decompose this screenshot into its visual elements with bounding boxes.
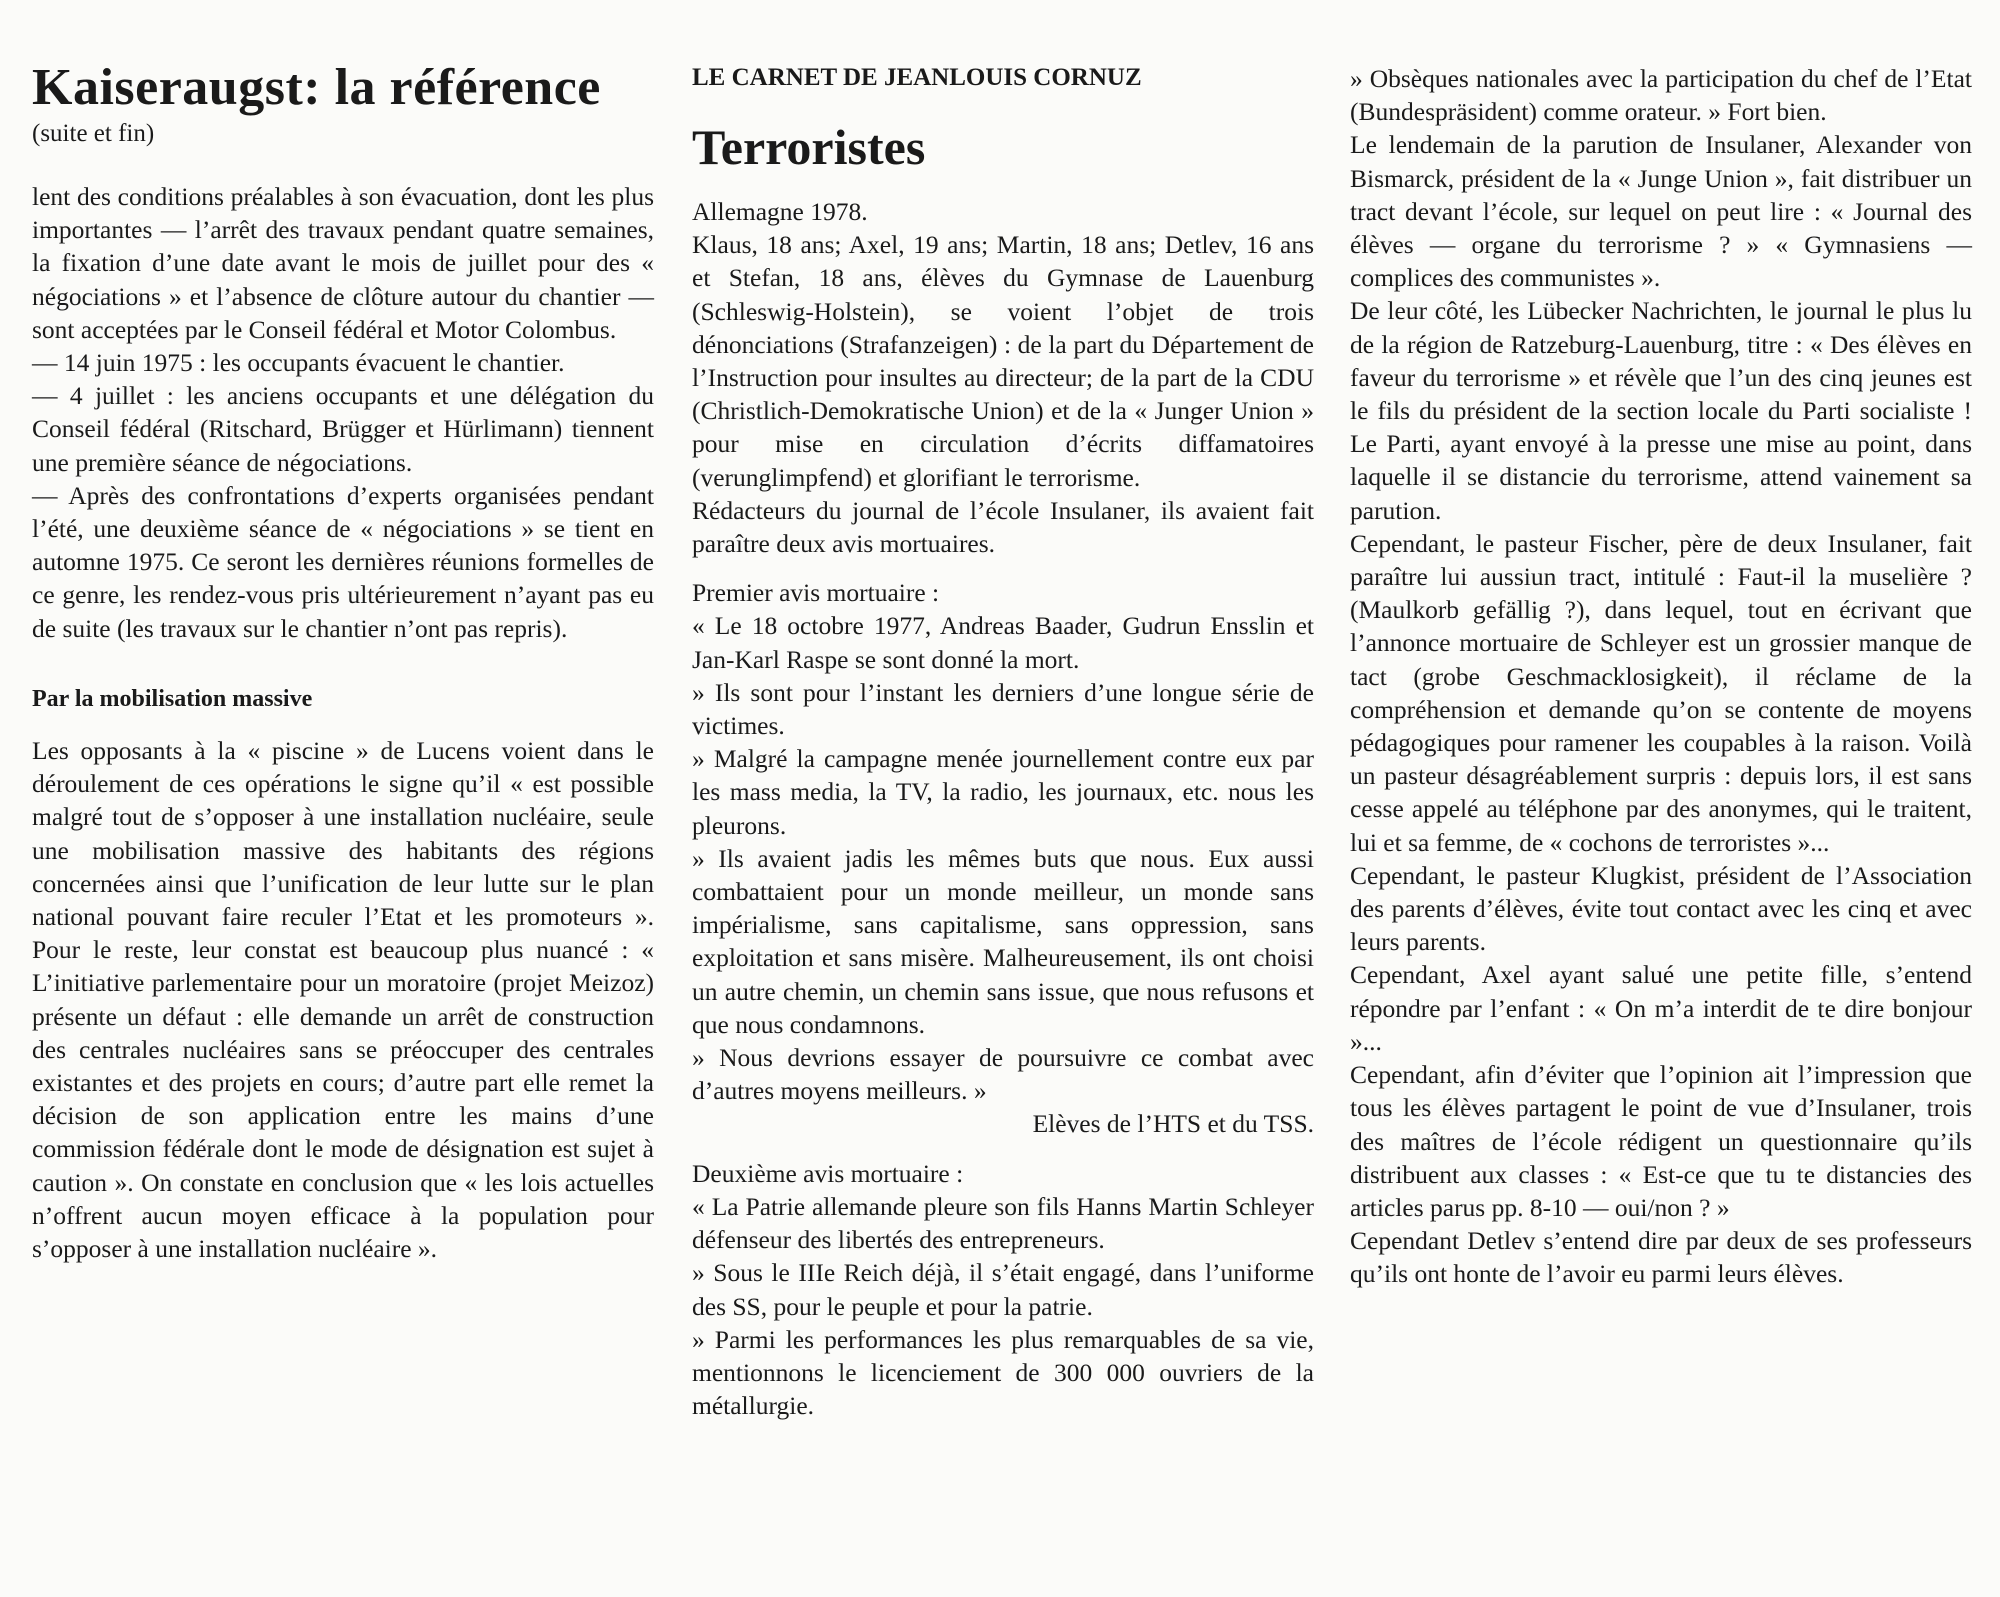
paragraph: » Nous devrions essayer de poursuivre ce combat avec d’autres moyens meilleurs. » bbox=[692, 1043, 1314, 1106]
article-title-terroristes: Terroristes bbox=[692, 119, 926, 175]
paragraph: » Malgré la campagne menée journellement contre eux par les mass media, la TV, la radio, les journaux, etc. nous les pleurons. bbox=[692, 744, 1314, 840]
paragraph: — 4 juillet : les anciens occupants et une délégation du Conseil fédéral (Ritschard, Brügger et Hürlimann) tiennent une première séance de négociations. bbox=[32, 381, 654, 477]
paragraph: Rédacteurs du journal de l’école Insulaner, ils avaient fait paraître deux avis mortuaires. bbox=[692, 495, 1314, 559]
article-body-kaiseraugst bbox=[32, 180, 654, 1265]
paragraph: Cependant, le pasteur Klugkist, président de l’Association des parents d’élèves, évite tout contact avec les cinq et avec leurs parents. bbox=[1350, 860, 1972, 957]
article-title-kaiseraugst: Kaiseraugst: la référence bbox=[32, 59, 601, 116]
paragraph: » Parmi les performances les plus remarquables de sa vie, mentionnons le licenciement de 300 000 ouvriers de la métallurgie. bbox=[692, 1324, 1314, 1421]
article-body-terroristes bbox=[692, 195, 1314, 1422]
paragraph: De leur côté, les Lübecker Nachrichten, le journal le plus lu de la région de Ratzeburg-Lauenburg, titre : « Des élèves en faveur du terrorisme » et révèle que l’un des cinq jeunes est le fils du président de la section locale du Parti socialiste ! Le Parti, ayant envoyé à la presse une mise au point, dans laquelle il se distancie du terrorisme, attend vainement sa parution. bbox=[1350, 296, 1972, 525]
signature-line: Elèves de l’HTS et du TSS. bbox=[1032, 1109, 1314, 1139]
paragraph: « La Patrie allemande pleure son fils Hanns Martin Schleyer défenseur des libertés des entrepreneurs. bbox=[692, 1191, 1314, 1255]
section-heading: Par la mobilisation massive bbox=[32, 685, 313, 712]
column-kicker: LE CARNET DE JEANLOUIS CORNUZ bbox=[692, 64, 1142, 91]
paragraph: Le lendemain de la parution de Insulaner, Alexander von Bismarck, président de la « Junge Union », fait distribuer un tract devant l’école, sur lequel on peut lire : « Journal des élèves — organe du terrorisme ? » « Gymnasiens — complices des communistes ». bbox=[1350, 130, 1972, 293]
paragraph: Klaus, 18 ans; Axel, 19 ans; Martin, 18 ans; Detlev, 16 ans et Stefan, 18 ans, élèves du Gymnase de Lauenburg (Schleswig-Holstein), se voient l’objet de trois dénonciations (Strafanzeigen) : de la part du Département de l’Instruction pour insultes au directeur; de la part de la CDU (Christlich-Demokratische Union) et de la « Junger Union » pour mise en circulation d’écrits diffamatoires (verunglimpfend) et glorifiant le terrorisme. bbox=[692, 230, 1314, 492]
paragraph: — 14 juin 1975 : les occupants évacuent le chantier. bbox=[32, 348, 565, 378]
paragraph: Premier avis mortuaire : bbox=[692, 578, 940, 608]
paragraph: » Obsèques nationales avec la participation du chef de l’Etat (Bundespräsident) comme orateur. » Fort bien. bbox=[1350, 64, 1972, 127]
paragraph: » Sous le IIIe Reich déjà, il s’était engagé, dans l’uniforme des SS, pour le peuple et pour la patrie. bbox=[692, 1258, 1314, 1321]
paragraph: Cependant, le pasteur Fischer, père de deux Insulaner, fait paraître lui aussiun tract, intitulé : Faut-il la muselière ? (Maulkorb gefällig ?), dans lequel, tout en écrivant que l’annonce mortuaire de Schleyer est un grossier manque de tact (grobe Geschmacklosigkeit), il réclame de la compréhension et demande qu’on se contente de moyens pédagogiques pour ramener les coupables à la raison. Voilà un pasteur désagréablement surpris : depuis lors, il est sans cesse appelé au téléphone par des anonymes, qui le traitent, lui et sa femme, de « cochons de terroristes »... bbox=[1350, 528, 1972, 857]
paragraph: Les opposants à la « piscine » de Lucens voient dans le déroulement de ces opérations le signe qu’il « est possible malgré tout de s’opposer à une installation nucléaire, seule une mobilisation massive des habitants des régions concernées ainsi que l’unification de leur lutte sur le plan national pouvant faire reculer l’Etat et les promoteurs ». Pour le reste, leur constat est beaucoup plus nuancé : « L’initiative parlementaire pour un moratoire (projet Meizoz) présente un défaut : elle demande un arrêt de construction des centrales nucléaires sans se préoccuper des centrales existantes et des projets en cours; d’autre part elle remet la décision de son application entre les mains d’une commission fédérale dont le mode de désignation est sujet à caution ». On constate en conclusion que « les lois actuelles n’offrent aucun moyen efficace à la population pour s’opposer à une installation nucléaire ». bbox=[32, 736, 654, 1264]
article-body-continued bbox=[1350, 62, 1972, 1291]
article-subtitle: (suite et fin) bbox=[32, 120, 155, 147]
paragraph: Cependant, afin d’éviter que l’opinion ait l’impression que tous les élèves partagent le point de vue d’Insulaner, trois des maîtres de l’école rédigent un questionnaire qu’ils distribuent aux classes : « Est-ce que tu te distancies des articles parus pp. 8-10 — oui/non ? » bbox=[1350, 1060, 1972, 1222]
paragraph: » Ils avaient jadis les mêmes buts que nous. Eux aussi combattaient pour un monde meilleur, un monde sans impérialisme, sans capitalisme, sans oppression, sans exploitation et sans misère. Malheureusement, ils ont choisi un autre chemin, un chemin sans issue, que nous refusons et que nous condamnons. bbox=[692, 843, 1314, 1039]
paragraph: Deuxième avis mortuaire : bbox=[692, 1158, 964, 1188]
paragraph: Cependant Detlev s’entend dire par deux de ses professeurs qu’ils ont honte de l’avoir eu parmi leurs élèves. bbox=[1350, 1226, 1972, 1289]
paragraph: Cependant, Axel ayant salué une petite fille, s’entend répondre par l’enfant : « On m’a interdit de te dire bonjour »... bbox=[1350, 960, 1972, 1056]
paragraph: » Ils sont pour l’instant les derniers d’une longue série de victimes. bbox=[692, 677, 1314, 741]
paragraph: Allemagne 1978. bbox=[692, 197, 868, 226]
paragraph: — Après des confrontations d’experts organisées pendant l’été, une deuxième séance de « négociations » se tient en automne 1975. Ce seront les dernières réunions formelles de ce genre, les rendez-vous pris ultérieurement n’ayant pas eu de suite (les travaux sur le chantier n’ont pas repris). bbox=[32, 480, 654, 643]
paragraph: « Le 18 octobre 1977, Andreas Baader, Gudrun Ensslin et Jan-Karl Raspe se sont donné la mort. bbox=[692, 611, 1314, 674]
paragraph: lent des conditions préalables à son évacuation, dont les plus importantes — l’arrêt des travaux pendant quatre semaines, la fixation d’une date avant le mois de juillet pour des « négociations » et l’absence de clôture autour du chantier — sont acceptées par le Conseil fédéral et Motor Colombus. bbox=[32, 182, 654, 344]
